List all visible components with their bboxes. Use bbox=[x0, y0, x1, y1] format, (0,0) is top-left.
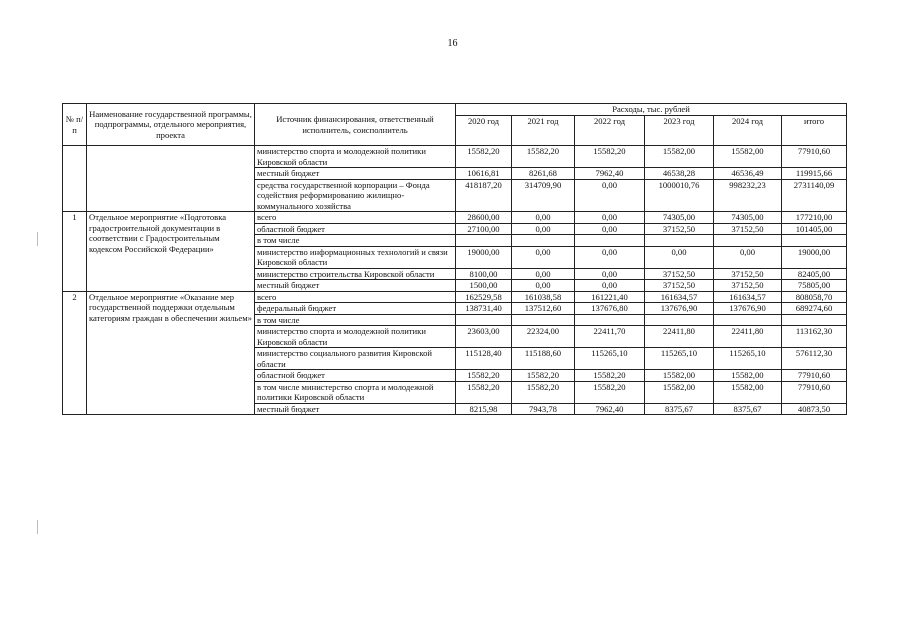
expense-value: 82405,00 bbox=[782, 268, 847, 280]
table-row bbox=[63, 212, 847, 224]
expense-value: 137676,90 bbox=[645, 303, 714, 315]
expense-value: 10616,81 bbox=[456, 168, 512, 180]
row-number bbox=[63, 146, 87, 212]
expense-value: 15582,20 bbox=[575, 146, 645, 168]
expense-value: 101405,00 bbox=[782, 223, 847, 235]
expense-value: 15582,20 bbox=[456, 381, 512, 403]
expense-value: 8215,98 bbox=[456, 403, 512, 415]
row-number: 1 bbox=[63, 212, 87, 292]
expense-value: 15582,00 bbox=[714, 381, 782, 403]
expense-value: 162529,58 bbox=[456, 291, 512, 303]
expense-value bbox=[575, 314, 645, 326]
header-funding-source: Источник финансирования, ответственный исполнитель, соисполнитель bbox=[255, 104, 456, 146]
expense-value: 22411,70 bbox=[575, 326, 645, 348]
program-name bbox=[87, 146, 255, 212]
expense-value: 15582,20 bbox=[575, 370, 645, 382]
funding-source: областной бюджет bbox=[255, 223, 456, 235]
header-program-name: Наименование государственной программы, подпрограммы, отдельного мероприятия, проекта bbox=[87, 104, 255, 146]
expense-value: 7943,78 bbox=[512, 403, 575, 415]
expense-value: 2731140,09 bbox=[782, 179, 847, 212]
program-name: Отдельное мероприятие «Оказание мер государственной поддержки отдельным категориям граждан в обеспечении жильем» bbox=[87, 291, 255, 415]
expense-value: 161038,58 bbox=[512, 291, 575, 303]
expense-value: 37152,50 bbox=[645, 280, 714, 292]
expense-value: 75805,00 bbox=[782, 280, 847, 292]
expense-value: 7962,40 bbox=[575, 403, 645, 415]
expense-value: 7962,40 bbox=[575, 168, 645, 180]
expense-value: 115188,60 bbox=[512, 348, 575, 370]
expense-value: 8375,67 bbox=[714, 403, 782, 415]
expense-value: 37152,50 bbox=[714, 280, 782, 292]
expense-value: 0,00 bbox=[575, 179, 645, 212]
expense-value bbox=[512, 314, 575, 326]
expense-value: 15582,20 bbox=[456, 146, 512, 168]
funding-source: министерство спорта и молодежной политики Кировской области bbox=[255, 326, 456, 348]
expense-value: 46538,28 bbox=[645, 168, 714, 180]
expense-value bbox=[714, 235, 782, 247]
expense-value bbox=[456, 314, 512, 326]
expense-value: 0,00 bbox=[575, 268, 645, 280]
funding-source: министерство информационных технологий и связи Кировской области bbox=[255, 246, 456, 268]
expense-value: 15582,20 bbox=[512, 381, 575, 403]
expense-value: 177210,00 bbox=[782, 212, 847, 224]
header-total: итого bbox=[782, 116, 847, 146]
expense-value: 22411,80 bbox=[714, 326, 782, 348]
funding-source: местный бюджет bbox=[255, 168, 456, 180]
expense-value: 113162,30 bbox=[782, 326, 847, 348]
expense-value: 15582,20 bbox=[456, 370, 512, 382]
funding-source: федеральный бюджет bbox=[255, 303, 456, 315]
expense-value: 115265,10 bbox=[575, 348, 645, 370]
expense-value: 161221,40 bbox=[575, 291, 645, 303]
expense-value bbox=[782, 314, 847, 326]
scan-artifact bbox=[37, 520, 38, 534]
expense-value: 77910,60 bbox=[782, 381, 847, 403]
expense-value: 689274,60 bbox=[782, 303, 847, 315]
header-year-2022: 2022 год bbox=[575, 116, 645, 146]
expense-value: 0,00 bbox=[512, 280, 575, 292]
header-year-2023: 2023 год bbox=[645, 116, 714, 146]
funding-source: всего bbox=[255, 291, 456, 303]
expense-value bbox=[645, 235, 714, 247]
table-header bbox=[63, 104, 847, 146]
expense-value bbox=[456, 235, 512, 247]
expense-value: 37152,50 bbox=[645, 223, 714, 235]
header-year-2020: 2020 год bbox=[456, 116, 512, 146]
expense-value: 0,00 bbox=[575, 246, 645, 268]
expense-value: 119915,66 bbox=[782, 168, 847, 180]
funding-source: министерство строительства Кировской области bbox=[255, 268, 456, 280]
expense-value: 0,00 bbox=[645, 246, 714, 268]
expense-value: 0,00 bbox=[575, 212, 645, 224]
expense-value: 115265,10 bbox=[645, 348, 714, 370]
header-number: № п/п bbox=[63, 104, 87, 146]
expense-value: 0,00 bbox=[714, 246, 782, 268]
expense-value bbox=[782, 235, 847, 247]
expense-value: 46536,49 bbox=[714, 168, 782, 180]
header-year-2024: 2024 год bbox=[714, 116, 782, 146]
expense-value: 115265,10 bbox=[714, 348, 782, 370]
expense-value: 0,00 bbox=[512, 246, 575, 268]
funding-source: всего bbox=[255, 212, 456, 224]
expense-value: 808058,70 bbox=[782, 291, 847, 303]
expense-value: 998232,23 bbox=[714, 179, 782, 212]
expense-value: 0,00 bbox=[575, 223, 645, 235]
expense-value: 15582,00 bbox=[714, 370, 782, 382]
scan-artifact bbox=[37, 232, 38, 246]
expense-value: 137676,80 bbox=[575, 303, 645, 315]
expense-value: 138731,40 bbox=[456, 303, 512, 315]
expense-value bbox=[645, 314, 714, 326]
expense-value: 161634,57 bbox=[714, 291, 782, 303]
header-year-2021: 2021 год bbox=[512, 116, 575, 146]
expense-value: 0,00 bbox=[512, 212, 575, 224]
expense-value: 314709,90 bbox=[512, 179, 575, 212]
header-expenses: Расходы, тыс. рублей bbox=[456, 104, 847, 116]
expense-value: 15582,00 bbox=[714, 146, 782, 168]
expense-value: 8375,67 bbox=[645, 403, 714, 415]
expense-value: 23603,00 bbox=[456, 326, 512, 348]
expense-value: 0,00 bbox=[512, 223, 575, 235]
expense-value: 15582,20 bbox=[575, 381, 645, 403]
funding-source: министерство социального развития Кировской области bbox=[255, 348, 456, 370]
funding-source: в том числе bbox=[255, 235, 456, 247]
expense-value: 1500,00 bbox=[456, 280, 512, 292]
funding-source: местный бюджет bbox=[255, 403, 456, 415]
table-row bbox=[63, 146, 847, 168]
expense-value: 161634,57 bbox=[645, 291, 714, 303]
expense-value: 576112,30 bbox=[782, 348, 847, 370]
expense-value: 15582,00 bbox=[645, 146, 714, 168]
funding-source: местный бюджет bbox=[255, 280, 456, 292]
expense-value: 15582,00 bbox=[645, 381, 714, 403]
expense-value: 19000,00 bbox=[782, 246, 847, 268]
table-body bbox=[63, 146, 847, 415]
expense-value: 15582,20 bbox=[512, 146, 575, 168]
expense-value: 74305,00 bbox=[645, 212, 714, 224]
funding-source: средства государственной корпорации – Фонда содействия реформированию жилищно-коммунального хозяйства bbox=[255, 179, 456, 212]
funding-source: областной бюджет bbox=[255, 370, 456, 382]
expense-value: 8100,00 bbox=[456, 268, 512, 280]
expense-value: 15582,00 bbox=[645, 370, 714, 382]
expense-value: 8261,68 bbox=[512, 168, 575, 180]
expense-value: 22411,80 bbox=[645, 326, 714, 348]
expense-value: 77910,60 bbox=[782, 370, 847, 382]
table-row bbox=[63, 291, 847, 303]
expense-value: 74305,00 bbox=[714, 212, 782, 224]
expense-value bbox=[575, 235, 645, 247]
expense-value: 22324,00 bbox=[512, 326, 575, 348]
funding-source: министерство спорта и молодежной политики Кировской области bbox=[255, 146, 456, 168]
expense-value: 37152,50 bbox=[714, 223, 782, 235]
expense-value: 0,00 bbox=[512, 268, 575, 280]
expense-value: 27100,00 bbox=[456, 223, 512, 235]
expense-value: 115128,40 bbox=[456, 348, 512, 370]
expense-value: 0,00 bbox=[575, 280, 645, 292]
expense-value bbox=[714, 314, 782, 326]
expense-value: 37152,50 bbox=[714, 268, 782, 280]
expense-value: 28600,00 bbox=[456, 212, 512, 224]
expense-value: 137512,60 bbox=[512, 303, 575, 315]
expense-value: 418187,20 bbox=[456, 179, 512, 212]
expense-value bbox=[512, 235, 575, 247]
expense-value: 1000010,76 bbox=[645, 179, 714, 212]
funding-source: в том числе министерство спорта и молодежной политики Кировской области bbox=[255, 381, 456, 403]
page-number: 16 bbox=[447, 38, 458, 49]
expense-value: 37152,50 bbox=[645, 268, 714, 280]
expense-value: 40873,50 bbox=[782, 403, 847, 415]
expense-value: 77910,60 bbox=[782, 146, 847, 168]
budget-table bbox=[62, 103, 847, 415]
expense-value: 137676,90 bbox=[714, 303, 782, 315]
row-number: 2 bbox=[63, 291, 87, 415]
expense-value: 15582,20 bbox=[512, 370, 575, 382]
expense-value: 19000,00 bbox=[456, 246, 512, 268]
program-name: Отдельное мероприятие «Подготовка градостроительной документации в соответствии с Градостроительным кодексом Российской Федерации» bbox=[87, 212, 255, 292]
funding-source: в том числе bbox=[255, 314, 456, 326]
